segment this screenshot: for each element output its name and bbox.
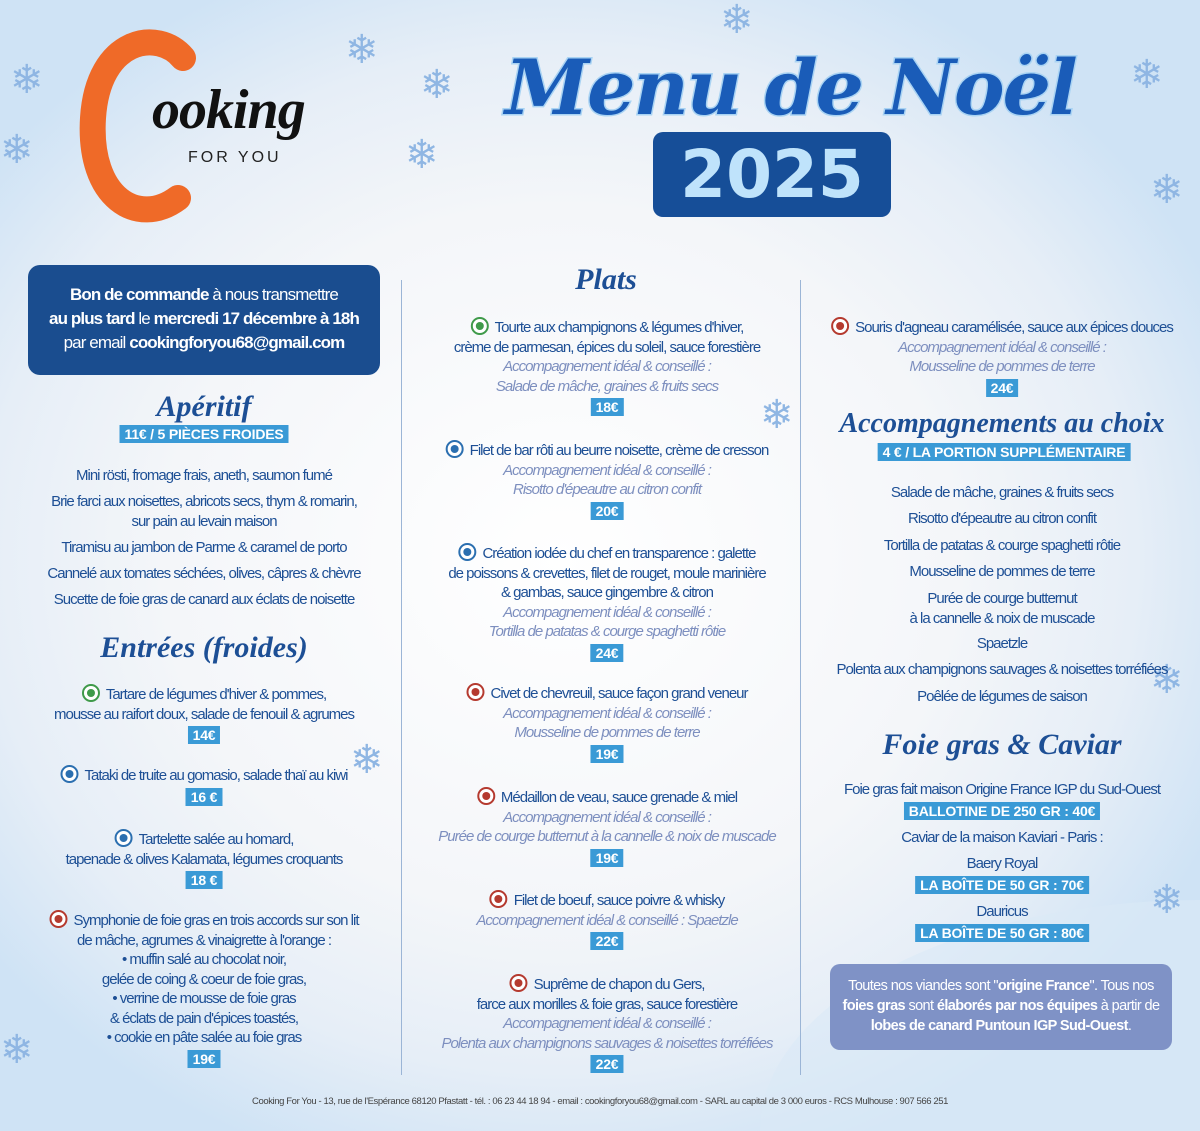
dish-name <box>438 787 775 808</box>
dish-entree <box>60 765 347 807</box>
dish-entree <box>66 829 343 891</box>
price-badge: 19€ <box>591 849 624 867</box>
price-badge: 22€ <box>591 1055 624 1073</box>
dish-text: Caviar de la maison Kaviari - Paris : <box>901 829 1103 846</box>
dish-name <box>836 660 1167 680</box>
side-item <box>891 483 1113 503</box>
note-bold: foies gras <box>842 998 906 1014</box>
dish-line <box>54 705 354 725</box>
dish-name <box>915 854 1089 874</box>
dish-name <box>54 590 355 610</box>
accompaniment-suggestion: Accompagnement idéal & conseillé : <box>503 1015 711 1032</box>
dish-name <box>917 687 1087 707</box>
dish-name <box>915 902 1089 922</box>
column-divider <box>800 280 801 1075</box>
section-title-entrees: Entrées (froides) <box>100 631 308 664</box>
foie-caviar-item <box>844 780 1160 821</box>
order-text: à nous transmettre <box>208 285 338 304</box>
accompaniment-suggestion: Accompagnement idéal & conseillé : <box>503 704 711 722</box>
dish-name <box>891 483 1113 503</box>
side-item <box>884 536 1120 556</box>
dish-text: Tourte aux champignons & légumes d'hiver, <box>494 319 744 336</box>
footer-legal: Cooking For You - 13, rue de l'Espérance 68120 Pfastatt - tél. : 06 23 44 18 94 - email : cookingforyou68@gmail.com - SARL au capital de 3 000 euros - RCS Mulhouse : 907 566 251 <box>251 1096 948 1107</box>
dish-line <box>50 970 359 990</box>
dish-line <box>448 564 765 584</box>
price-badge: 20€ <box>591 502 624 520</box>
dish-text: Tartelette salée au homard, <box>138 831 294 848</box>
dish-text: Tataki de truite au gomasio, salade thaï au kiwi <box>84 767 348 784</box>
price-row <box>454 396 760 418</box>
meat-icon <box>466 683 484 701</box>
price-badge: 19€ <box>188 1050 221 1068</box>
snowflake-icon: ❄ <box>1150 168 1184 212</box>
dish-text: Brie farci aux noisettes, abricots secs, thym & romarin, <box>51 493 357 510</box>
fish-icon <box>60 765 78 783</box>
dish-text: Civet de chevreuil, sauce façon grand veneur <box>490 685 748 702</box>
dish-text: Risotto d'épeautre au citron confit <box>908 510 1096 527</box>
foie-caviar-item <box>901 828 1102 848</box>
dish-text: Polenta aux champignons sauvages & noisettes torréfiées <box>836 661 1168 678</box>
dish-text: Tortilla de patatas & courge spaghetti rôtie <box>883 537 1121 554</box>
dish-line <box>448 583 765 603</box>
dish-name <box>47 564 360 584</box>
dish-text: à la cannelle & noix de muscade <box>909 609 1095 627</box>
note-bold: origine France <box>997 978 1090 994</box>
dish-line <box>910 609 1095 629</box>
price-row <box>915 922 1089 944</box>
dish-line <box>50 950 359 970</box>
dish-name <box>50 910 359 931</box>
order-bold: au plus tard <box>49 309 135 328</box>
aperitif-item <box>51 492 357 531</box>
dish-text: Tiramisu au jambon de Parme & caramel de porto <box>61 539 347 556</box>
column-divider <box>401 280 402 1075</box>
dish-name <box>454 317 760 338</box>
price-badge: 14€ <box>188 726 221 744</box>
price-row <box>54 724 354 746</box>
origin-note <box>830 964 1172 1050</box>
price-badge: 22€ <box>591 932 624 950</box>
year-badge: 2025 <box>653 132 891 217</box>
dish-line <box>50 931 359 951</box>
dish-text: tapenade & olives Kalamata, légumes croquants <box>65 850 343 868</box>
order-email[interactable]: cookingforyou68@gmail.com <box>129 333 345 352</box>
dish-name <box>901 828 1102 848</box>
order-text: par email <box>63 333 130 352</box>
price-row <box>448 642 765 664</box>
dish-line <box>50 1009 359 1029</box>
accompaniment-suggestion: Polenta aux champignons sauvages & noisettes torréfiées <box>441 1034 773 1052</box>
order-info-box <box>28 265 380 375</box>
snowflake-icon: ❄ <box>420 63 454 107</box>
meat-icon <box>477 787 495 805</box>
snowflake-icon: ❄ <box>345 28 379 72</box>
price-badge: BALLOTINE DE 250 GR : 40€ <box>904 802 1100 820</box>
dish-text: Filet de bar rôti au beurre noisette, crème de cresson <box>469 442 769 459</box>
price-row <box>466 743 747 765</box>
accompaniment-suggestion: Mousseline de pommes de terre <box>909 358 1095 375</box>
side-item <box>910 589 1095 628</box>
accompaniment-suggestion: Salade de mâche, graines & fruits secs <box>495 377 719 395</box>
dish-line <box>50 1028 359 1048</box>
note-bold: élaborés par nos équipes <box>936 998 1098 1014</box>
price-badge: 18 € <box>186 871 222 889</box>
order-bold: Bon de commande <box>70 285 209 304</box>
meat-icon <box>510 974 528 992</box>
price-row <box>476 930 737 952</box>
price-badge: LA BOÎTE DE 50 GR : 70€ <box>915 876 1089 894</box>
dish-plat <box>466 683 747 764</box>
dish-plat <box>454 317 760 418</box>
price-row <box>50 1048 359 1070</box>
meat-icon <box>50 910 68 928</box>
snowflake-icon: ❄ <box>0 1028 34 1072</box>
dish-line <box>441 995 772 1015</box>
section-title-foie-gras: Foie gras & Caviar <box>882 728 1122 761</box>
dish-text: Dauricus <box>976 903 1028 920</box>
dish-name <box>54 684 354 705</box>
aperitif-item <box>54 590 355 610</box>
dish-text: • verrine de mousse de foie gras <box>112 990 296 1007</box>
dish-text: Sucette de foie gras de canard aux éclats de noisette <box>53 591 355 608</box>
side-item <box>917 687 1087 707</box>
section-title-plats: Plats <box>575 263 637 296</box>
foie-caviar-item <box>915 854 1089 895</box>
dish-line <box>66 850 343 870</box>
order-text: le <box>134 309 154 328</box>
snowflake-icon: ❄ <box>405 133 439 177</box>
dish-text: gelée de coing & coeur de foie gras, <box>101 970 307 988</box>
dish-text: crème de parmesan, épices du soleil, sauce forestière <box>453 338 761 356</box>
price-badge: 16 € <box>186 788 222 806</box>
dish-text: Souris d'agneau caramélisée, sauce aux épices douces <box>855 319 1173 336</box>
aperitif-price-badge: 11€ / 5 PIÈCES FROIDES <box>120 425 289 443</box>
dish-name <box>476 890 737 911</box>
accompaniment-suggestion: Tortilla de patatas & courge spaghetti rôtie <box>488 623 726 640</box>
dish-name <box>831 317 1173 338</box>
dish-text: sur pain au levain maison <box>131 512 277 530</box>
dish-name <box>60 765 347 786</box>
price-row <box>438 847 775 869</box>
snowflake-icon: ❄ <box>1150 658 1184 702</box>
dish-plat <box>476 890 737 952</box>
vegetarian-icon <box>471 317 489 335</box>
aperitif-item <box>47 564 360 584</box>
accompaniment-suggestion: Accompagnement idéal & conseillé : <box>503 358 711 375</box>
price-row <box>446 500 769 522</box>
dish-text: Symphonie de foie gras en trois accords sur son lit <box>73 912 359 929</box>
dish-plat <box>448 543 765 663</box>
section-title-aperitif: Apéritif <box>156 390 252 423</box>
dish-name <box>884 536 1120 556</box>
snowflake-icon: ❄ <box>760 393 794 437</box>
dish-text: Création iodée du chef en transparence : galette <box>482 545 756 562</box>
dish-name <box>908 509 1096 529</box>
dish-name <box>76 466 332 486</box>
dish-text: Mousseline de pommes de terre <box>909 563 1095 580</box>
dish-text: & éclats de pain d'épices toastés, <box>109 1009 299 1027</box>
dish-text: • cookie en pâte salée au foie gras <box>106 1029 302 1046</box>
note-text: sont <box>905 998 937 1014</box>
dish-text: Filet de boeuf, sauce poivre & whisky <box>513 892 725 909</box>
price-row <box>844 800 1160 822</box>
dish-text: Tartare de légumes d'hiver & pommes, <box>105 686 327 703</box>
snowflake-icon: ❄ <box>350 738 384 782</box>
dish-plat <box>446 440 769 521</box>
dish-line <box>51 512 357 532</box>
accompaniment-suggestion: Accompagnement idéal & conseillé : <box>503 808 711 826</box>
dish-text: mousse au raifort doux, salade de fenouil & agrumes <box>53 705 355 723</box>
price-row <box>831 377 1173 399</box>
dish-name <box>910 589 1095 609</box>
accompaniment-suggestion: Accompagnement idéal & conseillé : <box>898 338 1106 356</box>
dish-name <box>448 543 765 564</box>
accompaniment-suggestion: Mousseline de pommes de terre <box>514 724 700 741</box>
dish-text: • muffin salé au chocolat noir, <box>121 951 287 968</box>
price-badge: 18€ <box>591 398 624 416</box>
section-title-sides: Accompagnements au choix <box>839 408 1165 439</box>
side-item <box>977 634 1027 654</box>
side-item <box>908 509 1096 529</box>
note-text: . <box>1127 1018 1132 1034</box>
dish-text: farce aux morilles & foie gras, sauce forestière <box>476 995 738 1013</box>
dish-text: Salade de mâche, graines & fruits secs <box>890 484 1114 501</box>
dish-text: de poissons & crevettes, filet de rouget, moule marinière <box>448 564 766 582</box>
snowflake-icon: ❄ <box>1150 878 1184 922</box>
dish-text: Médaillon de veau, sauce grenade & miel <box>500 789 738 806</box>
logo-tagline: FOR YOU <box>188 149 282 166</box>
price-row <box>441 1053 772 1075</box>
accompaniment-suggestion: Accompagnement idéal & conseillé : <box>503 461 711 479</box>
dish-text: Mini rösti, fromage frais, aneth, saumon fumé <box>76 467 332 484</box>
dish-text: Cannelé aux tomates séchées, olives, câpres & chèvre <box>47 565 361 582</box>
dish-text: Suprême de chapon du Gers, <box>533 976 705 993</box>
dish-text: Spaetzle <box>976 635 1028 652</box>
dish-name <box>51 492 357 512</box>
dish-plat <box>441 974 772 1075</box>
dish-name <box>441 974 772 995</box>
snowflake-icon: ❄ <box>0 128 34 172</box>
dish-name <box>66 829 343 850</box>
dish-name <box>909 562 1094 582</box>
note-bold: lobes de canard Puntoun IGP Sud-Ouest <box>870 1018 1128 1034</box>
note-text: ". Tous nos <box>1089 978 1154 994</box>
dish-name <box>61 538 346 558</box>
side-item <box>836 660 1167 680</box>
dish-name <box>446 440 769 461</box>
accompaniment-suggestion: Accompagnement idéal & conseillé : <box>503 603 711 621</box>
dish-line <box>454 338 760 358</box>
dish-name <box>844 780 1160 800</box>
accompaniment-suggestion: Accompagnement idéal & conseillé : Spaetzle <box>476 911 738 929</box>
price-row <box>66 869 343 891</box>
price-row <box>60 786 347 808</box>
meat-icon <box>831 317 849 335</box>
dish-text: Poêlée de légumes de saison <box>917 688 1087 705</box>
dish-name <box>466 683 747 704</box>
dish-text: Foie gras fait maison Origine France IGP du Sud-Ouest <box>843 781 1161 798</box>
aperitif-item <box>61 538 346 558</box>
price-row <box>915 874 1089 896</box>
dish-name <box>977 634 1027 654</box>
dish-plat <box>438 787 775 868</box>
snowflake-icon: ❄ <box>1130 53 1164 97</box>
dish-plat <box>831 317 1173 398</box>
fish-icon <box>446 440 464 458</box>
price-badge: 24€ <box>986 379 1019 397</box>
snowflake-icon: ❄ <box>720 0 754 42</box>
dish-text: Purée de courge butternut <box>927 590 1077 607</box>
dish-text: de mâche, agrumes & vinaigrette à l'orange : <box>76 931 332 949</box>
aperitif-item <box>76 466 332 486</box>
price-badge: LA BOÎTE DE 50 GR : 80€ <box>915 924 1089 942</box>
page-title: Menu de Noël <box>505 43 1076 132</box>
price-badge: 19€ <box>591 745 624 763</box>
order-deadline: mercredi 17 décembre à 18h <box>153 309 359 328</box>
note-text: Toutes nos viandes sont " <box>848 978 998 994</box>
vegetarian-icon <box>82 684 100 702</box>
dish-entree <box>54 684 354 746</box>
fish-icon <box>458 543 476 561</box>
snowflake-icon: ❄ <box>10 58 44 102</box>
logo-word: ooking <box>152 79 305 141</box>
fish-icon <box>115 829 133 847</box>
price-badge: 24€ <box>591 644 624 662</box>
meat-icon <box>490 890 508 908</box>
dish-text: & gambas, sauce gingembre & citron <box>501 584 713 601</box>
dish-line <box>50 989 359 1009</box>
sides-price-badge: 4 € / LA PORTION SUPPLÉMENTAIRE <box>878 443 1131 461</box>
dish-text: Baery Royal <box>966 855 1038 872</box>
dish-entree <box>50 910 359 1069</box>
accompaniment-suggestion: Risotto d'épeautre au citron confit <box>513 481 701 498</box>
note-text: à partir de <box>1097 998 1160 1014</box>
accompaniment-suggestion: Purée de courge butternut à la cannelle & noix de muscade <box>438 828 776 845</box>
foie-caviar-item <box>915 902 1089 943</box>
side-item <box>909 562 1094 582</box>
